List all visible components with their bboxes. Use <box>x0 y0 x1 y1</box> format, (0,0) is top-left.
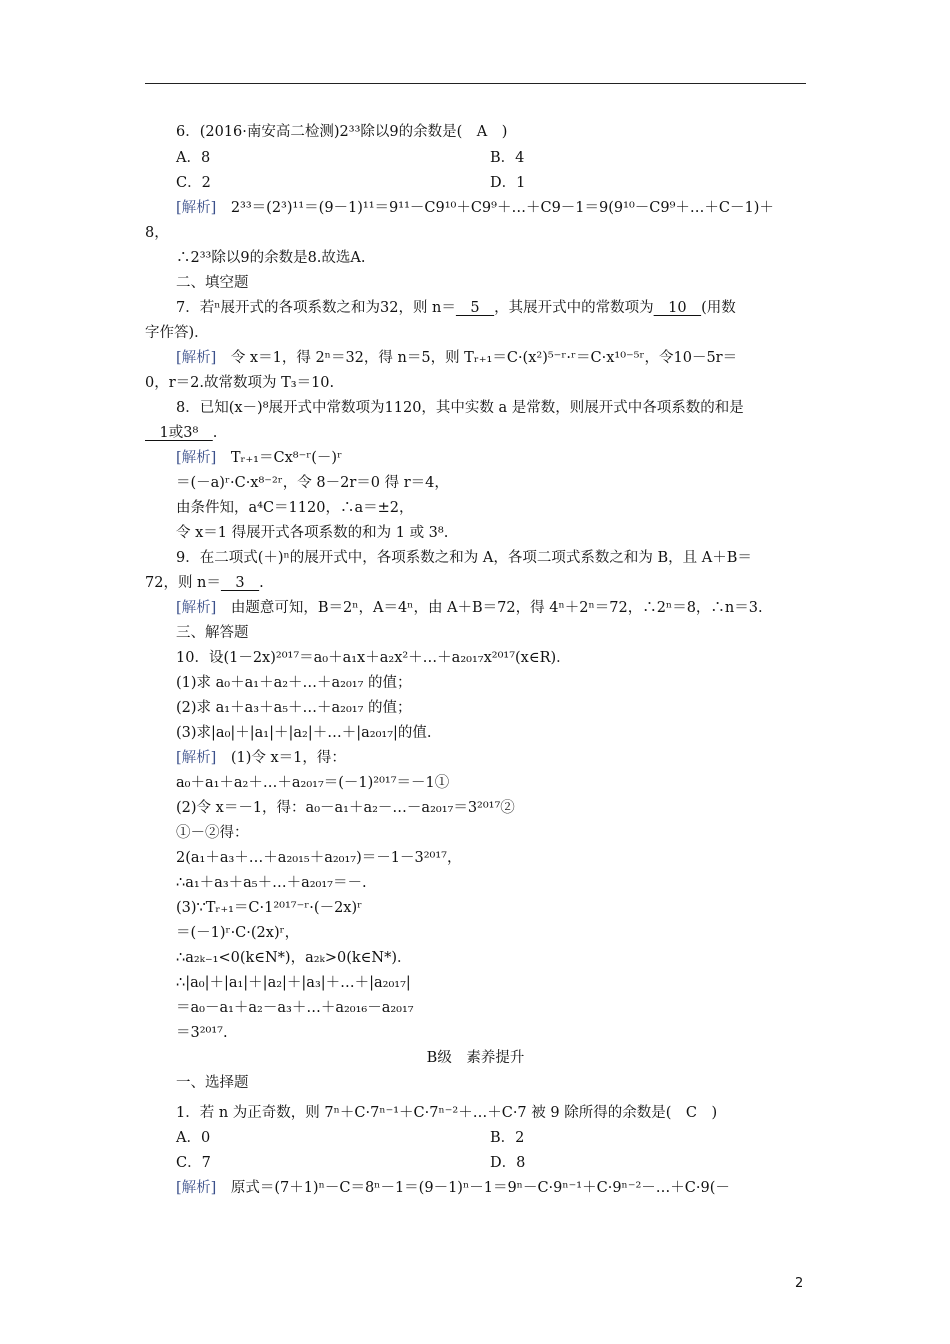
q10-part2: (2)求 a₁＋a₃＋a₅＋…＋a₂₀₁₇ 的值； <box>176 700 412 716</box>
q9-stem: 9．在二项式(＋)ⁿ的展开式中，各项系数之和为 A，各项二项式系数之和为 B，且 A＋B＝ <box>176 550 752 566</box>
q7-stem <box>176 298 736 318</box>
q9-text: 72，则 n＝ <box>145 575 221 591</box>
q8-stem-cont <box>145 423 217 443</box>
q9-analysis <box>176 598 763 618</box>
page-number: 2 <box>795 1276 804 1291</box>
q7-analysis-cont: 0，r＝2.故常数项为 T₃＝10. <box>145 375 335 391</box>
q7-text-3: (用数 <box>701 300 736 316</box>
analysis-text: 2³³＝(2³)¹¹＝(9－1)¹¹＝9¹¹－C9¹⁰＋C9⁹＋…＋C9－1＝9(9¹⁰－C9⁹＋…＋C－1)＋ <box>216 200 774 216</box>
q10-line-1: a₀＋a₁＋a₂＋…＋a₂₀₁₇＝(－1)²⁰¹⁷＝－1① <box>176 775 450 791</box>
q6-option-a: A．8 <box>176 150 211 166</box>
analysis-text: 由题意可知，B＝2ⁿ，A＝4ⁿ，由 A＋B＝72，得 4ⁿ＋2ⁿ＝72，∴2ⁿ＝8，∴n＝3. <box>216 600 763 616</box>
q8-answer: 1或3⁸ <box>145 425 213 441</box>
q7-text-1: 7．若ⁿ展开式的各项系数之和为32，则 n＝ <box>176 300 456 316</box>
analysis-tag: [解析] <box>176 750 217 766</box>
q10-line-3: ①－②得： <box>176 825 249 841</box>
q6-stem: 6．(2016·南安高二检测)2³³除以9的余数是( A ) <box>176 124 508 140</box>
b1-option-d: D．8 <box>490 1155 526 1171</box>
q6-option-c: C．2 <box>176 175 211 191</box>
section-b-heading: B级 素养提升 <box>426 1050 525 1066</box>
q10-line-8: ∴a₂ₖ₋₁<0(k∈N*)，a₂ₖ>0(k∈N*)． <box>176 950 412 966</box>
b1-analysis <box>176 1178 730 1198</box>
analysis-tag: [解析] <box>176 600 217 616</box>
section-solutions: 三、解答题 <box>176 625 249 641</box>
q10-line-7: ＝(－1)ʳ·C·(2x)ʳ， <box>176 925 300 941</box>
q9-answer: 3 <box>220 575 260 591</box>
q10-line-4: 2(a₁＋a₃＋…＋a₂₀₁₅＋a₂₀₁₇)＝－1－3²⁰¹⁷， <box>176 850 462 866</box>
q10-stem: 10．设(1－2x)²⁰¹⁷＝a₀＋a₁x＋a₂x²＋…＋a₂₀₁₇x²⁰¹⁷(x∈R)． <box>176 650 571 666</box>
q10-part1: (1)求 a₀＋a₁＋a₂＋…＋a₂₀₁₇ 的值； <box>176 675 412 691</box>
q7-answer-2: 10 <box>653 300 702 316</box>
analysis-tag: [解析] <box>176 350 217 366</box>
q9-stem-cont <box>145 573 264 593</box>
analysis-tag: [解析] <box>176 1180 217 1196</box>
analysis-text: Tᵣ₊₁＝Cx⁸⁻ʳ(－)ʳ <box>216 450 343 466</box>
q10-line-9: ∴|a₀|＋|a₁|＋|a₂|＋|a₃|＋…＋|a₂₀₁₇| <box>176 975 411 991</box>
q6-option-b: B．4 <box>490 150 525 166</box>
q7-answer-1: 5 <box>455 300 495 316</box>
q9-period: . <box>259 575 264 591</box>
q10-line-10: ＝a₀－a₁＋a₂－a₃＋…＋a₂₀₁₆－a₂₀₁₇ <box>176 1000 414 1016</box>
q7-stem-cont: 字作答)． <box>145 325 209 341</box>
analysis-text: (1)令 x＝1，得： <box>216 750 346 766</box>
q6-analysis-cont: 8， <box>145 225 169 241</box>
q8-analysis-line2: ＝(－a)ʳ·C·x⁸⁻²ʳ，令 8－2r＝0 得 r＝4， <box>176 475 449 491</box>
header-rule <box>145 83 806 84</box>
q8-analysis-line4: 令 x＝1 得展开式各项系数的和为 1 或 3⁸. <box>176 525 449 541</box>
q6-conclusion: ∴2³³除以9的余数是8.故选A. <box>176 250 366 266</box>
q6-analysis <box>176 198 774 218</box>
analysis-tag: [解析] <box>176 450 217 466</box>
q10-analysis <box>176 748 346 768</box>
q10-line-11: ＝3²⁰¹⁷. <box>176 1025 228 1041</box>
q10-line-6: (3)∵Tᵣ₊₁＝C·1²⁰¹⁷⁻ʳ·(－2x)ʳ <box>176 900 363 916</box>
b1-option-a: A．0 <box>176 1130 211 1146</box>
analysis-tag: [解析] <box>176 200 217 216</box>
q10-line-5: ∴a₁＋a₃＋a₅＋…＋a₂₀₁₇＝－. <box>176 875 367 891</box>
q10-part3: (3)求|a₀|＋|a₁|＋|a₂|＋…＋|a₂₀₁₇|的值. <box>176 725 432 741</box>
q8-stem: 8．已知(x－)⁸展开式中常数项为1120，其中实数 a 是常数，则展开式中各项系数的和是 <box>176 400 744 416</box>
section-choice: 一、选择题 <box>176 1075 249 1091</box>
q8-analysis-line3: 由条件知，a⁴C＝1120，∴a＝±2， <box>176 500 414 516</box>
q7-text-2: ，其展开式中的常数项为 <box>494 300 654 316</box>
analysis-text: 原式＝(7＋1)ⁿ－C＝8ⁿ－1＝(9－1)ⁿ－1＝9ⁿ－C·9ⁿ⁻¹＋C·9ⁿ⁻²－…＋C·9(－ <box>216 1180 730 1196</box>
b1-option-c: C．7 <box>176 1155 211 1171</box>
q7-analysis <box>176 348 737 368</box>
q10-line-2: (2)令 x＝－1，得：a₀－a₁＋a₂－…－a₂₀₁₇＝3²⁰¹⁷② <box>176 800 515 816</box>
section-fill-in: 二、填空题 <box>176 275 249 291</box>
b1-stem: 1．若 n 为正奇数，则 7ⁿ＋C·7ⁿ⁻¹＋C·7ⁿ⁻²＋…＋C·7 被 9 除所得的余数是( C ) <box>176 1105 718 1121</box>
q6-option-d: D．1 <box>490 175 526 191</box>
q8-period: . <box>212 425 218 441</box>
analysis-text: 令 x＝1，得 2ⁿ＝32，得 n＝5，则 Tᵣ₊₁＝C·(x²)⁵⁻ʳ·ʳ＝C·x¹⁰⁻⁵ʳ，令10－5r＝ <box>216 350 738 366</box>
b1-option-b: B．2 <box>490 1130 525 1146</box>
q8-analysis <box>176 448 342 468</box>
